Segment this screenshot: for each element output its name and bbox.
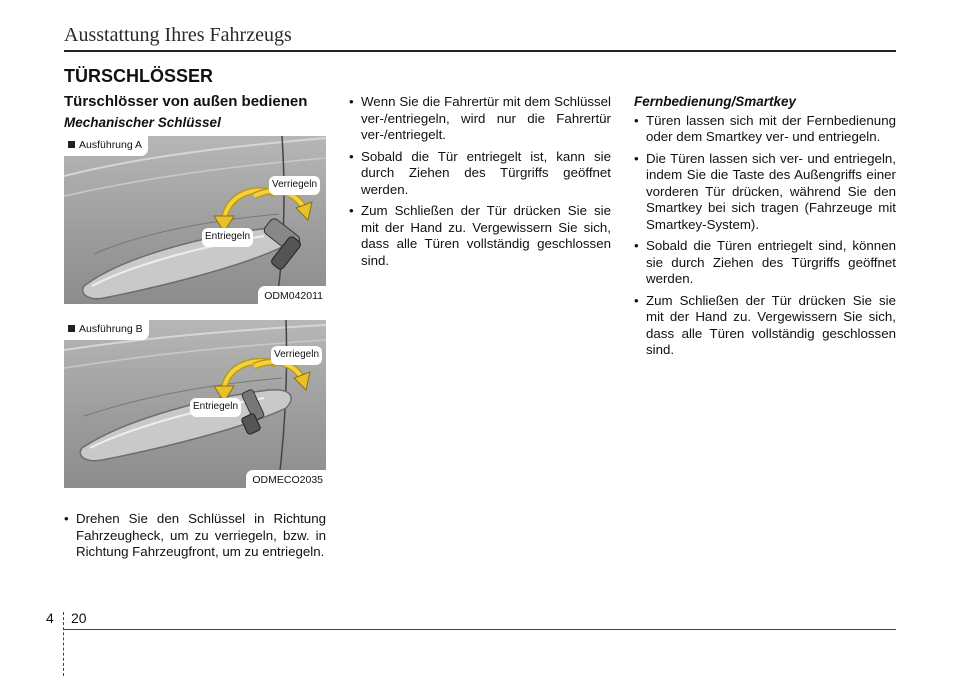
figure-version-a [64, 136, 326, 304]
list-item: • Die Türen lassen sich ver- und entriegeln, indem Sie die Taste des Außengriffs einer vorderen Tür drücken, während Sie den Smartkey bei sich tragen (Fahrzeuge mit Smartkey-System). [634, 151, 896, 234]
figure-version-badge: Ausführung B [64, 320, 149, 340]
figure-version-badge: Ausführung A [64, 136, 148, 156]
footer-rule [64, 629, 896, 630]
lock-direction-label: Verriegeln [269, 176, 320, 195]
column-left [64, 93, 326, 559]
column-middle [349, 94, 611, 274]
subheading-remote-smartkey: Fernbedienung/Smartkey [634, 94, 797, 109]
subheading-mechanical-key: Mechanischer Schlüssel [64, 114, 221, 130]
bullet-list [349, 94, 611, 269]
unlock-direction-label: Entriegeln [190, 398, 241, 417]
list-item: • Zum Schließen der Tür drücken Sie sie mit der Hand zu. Vergewissern Sie sich, dass alle Türen vollständig geschlossen sind. [634, 293, 896, 359]
figure-code: ODMECO2035 [246, 470, 326, 489]
section-title: TÜRSCHLÖSSER [64, 66, 214, 86]
heading-outside-operation: Türschlösser von außen bedienen [64, 93, 308, 110]
figure-version-b [64, 320, 326, 488]
header-rule [64, 50, 896, 52]
list-item: • Sobald die Tür entriegelt ist, kann sie durch Ziehen des Türgriffs geöffnet werden. [349, 149, 611, 199]
unlock-direction-label: Entriegeln [202, 228, 253, 247]
square-bullet-icon [68, 141, 75, 148]
figure-code: ODM042011 [258, 286, 326, 305]
list-item: • Wenn Sie die Fahrertür mit dem Schlüssel ver-/entriegeln, wird nur die Fahrertür ver-/entriegelt. [349, 94, 611, 144]
square-bullet-icon [68, 325, 75, 332]
list-item: • Türen lassen sich mit der Fernbedienung oder dem Smartkey ver- und entriegeln. [634, 113, 896, 146]
page-header-title: Ausstattung Ihres Fahrzeugs [64, 24, 292, 46]
bullet-list [64, 511, 326, 566]
list-item: • Drehen Sie den Schlüssel in Richtung Fahrzeugheck, um zu verriegeln, bzw. in Richtung Fahrzeugfront, um zu entriegeln. [64, 511, 326, 561]
bullet-list [634, 113, 896, 359]
footer-divider [63, 612, 64, 676]
chapter-number: 4 [46, 610, 54, 626]
list-item: • Zum Schließen der Tür drücken Sie sie mit der Hand zu. Vergewissern Sie sich, dass alle Türen vollständig geschlossen sind. [349, 203, 611, 269]
page-number: 20 [71, 610, 87, 626]
lock-direction-label: Verriegeln [271, 346, 322, 365]
column-right [634, 94, 896, 364]
list-item: • Sobald die Türen entriegelt sind, können sie durch Ziehen des Türgriffs geöffnet werden. [634, 238, 896, 288]
door-handle-illustration-a [64, 136, 326, 304]
